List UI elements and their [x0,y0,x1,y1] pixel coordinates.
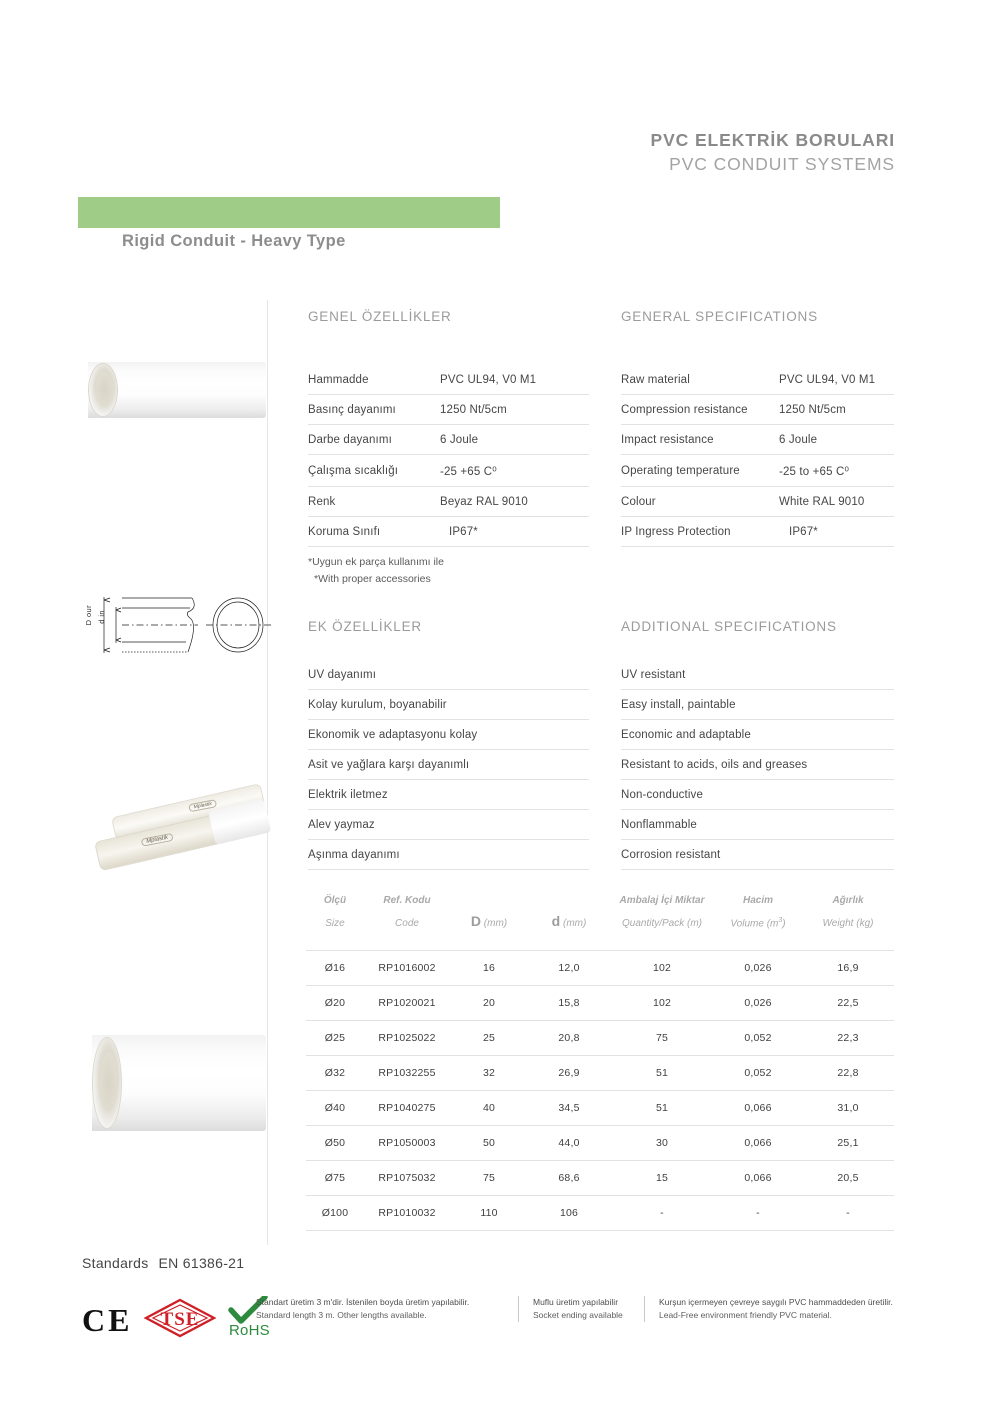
cell-d-inner: 12,0 [528,951,610,986]
table-row [306,1196,894,1231]
spec-value: 6 Joule [436,425,589,455]
additional-specs-table-tr [308,660,589,870]
spec-value: White RAL 9010 [775,487,894,517]
brand-title-en: PVC CONDUIT SYSTEMS [669,154,895,174]
list-item [621,810,894,840]
list-item [621,690,894,720]
tse-icon [144,1298,216,1338]
cell-volume: - [714,1196,802,1231]
cell-volume: 0,066 [714,1161,802,1196]
spec-label: Renk [308,487,436,517]
footnote-tr: *Uygun ek parça kullanımı ile [308,556,444,568]
cell-code: RP1040275 [364,1091,450,1126]
general-specs-table-en [621,365,894,547]
standards-line [82,1255,244,1271]
col-header-code-tr: Ref. Kodu [383,895,431,906]
cell-d-inner: 44,0 [528,1126,610,1161]
footer-notes [256,1296,916,1322]
spec-item: Resistant to acids, oils and greases [621,750,894,780]
spec-label: IP Ingress Protection [621,517,775,547]
list-item [308,690,589,720]
bundle-brand-label: Mplastik [141,833,174,847]
table-row [308,365,589,395]
spec-value: PVC UL94, V0 M1 [436,365,589,395]
cell-volume: 0,066 [714,1126,802,1161]
spec-value: 1250 Nt/5cm [775,395,894,425]
footer-note-en: Standard length 3 m. Other lengths available. [256,1310,427,1320]
spec-item: UV dayanımı [308,660,589,690]
cell-d-inner: 20,8 [528,1021,610,1056]
cell-code: RP1075032 [364,1161,450,1196]
footer-note-length [256,1296,518,1322]
spec-label: Koruma Sınıfı [308,517,436,547]
cell-d-outer: 20 [450,986,528,1021]
rohs-label: RoHS [229,1322,270,1339]
dimension-table-header [306,893,894,951]
product-photo-pipe-top [88,362,266,418]
technical-drawing-svg [80,585,280,665]
table-row [621,395,894,425]
list-item [621,750,894,780]
col-header-volume-tr: Hacim [742,895,773,906]
cell-weight: 22,5 [802,986,894,1021]
cell-d-outer: 25 [450,1021,528,1056]
spec-value: PVC UL94, V0 M1 [775,365,894,395]
cell-weight: - [802,1196,894,1231]
drawing-label-outer: D our [84,605,93,626]
cell-weight: 16,9 [802,951,894,986]
table-row [308,517,589,547]
list-item [621,660,894,690]
cell-weight: 25,1 [802,1126,894,1161]
dimension-table-body [306,951,894,1231]
spec-label: Operating temperature [621,455,775,487]
list-item [621,840,894,870]
footer-note-leadfree [644,1296,916,1322]
cell-qty: 15 [610,1161,714,1196]
table-row [621,455,894,487]
cell-qty: - [610,1196,714,1231]
spec-label: Impact resistance [621,425,775,455]
additional-specs-heading-en: ADDITIONAL SPECIFICATIONS [621,619,837,634]
cell-code: RP1020021 [364,986,450,1021]
pipe-opening [88,363,118,417]
cell-size: Ø32 [306,1056,364,1091]
footer-note-socket [518,1296,644,1322]
col-header-weight-en: Weight (kg) [822,918,874,930]
pipe-bore [96,373,113,406]
cell-code: RP1016002 [364,951,450,986]
col-header-qty-tr: Ambalaj İçi Miktar [619,895,705,906]
cell-d-outer: 75 [450,1161,528,1196]
table-row [306,1126,894,1161]
table-row [306,1161,894,1196]
product-title-tr: Düz Boru - Ağır Seri [44,5,211,23]
additional-specs-table-en [621,660,894,870]
cell-size: Ø75 [306,1161,364,1196]
spec-item: Ekonomik ve adaptasyonu kolay [308,720,589,750]
cell-size: Ø40 [306,1091,364,1126]
spec-label: Çalışma sıcaklığı [308,455,436,487]
cell-size: Ø50 [306,1126,364,1161]
standards-value: EN 61386-21 [158,1255,245,1271]
col-header-qty-en: Quantity/Pack (m) [621,918,703,930]
list-item [621,780,894,810]
cell-volume: 0,026 [714,986,802,1021]
standards-label: Standards [82,1255,149,1271]
col-header-weight-tr: Ağırlık [832,895,864,906]
spec-item: Economic and adaptable [621,720,894,750]
cell-size: Ø16 [306,951,364,986]
cell-d-outer: 16 [450,951,528,986]
table-row [306,986,894,1021]
cell-volume: 0,052 [714,1056,802,1091]
bundle-brand-label-2: Mplastik [188,799,217,812]
cell-d-inner: 15,8 [528,986,610,1021]
cell-volume: 0,026 [714,951,802,986]
col-header-volume-en: Volume $(m^3)$ [730,917,786,930]
spec-label: Compression resistance [621,395,775,425]
product-title-bar [78,197,500,228]
table-row [306,1091,894,1126]
spec-value: 6 Joule [775,425,894,455]
table-row [621,425,894,455]
product-photo-packaged-pipes [89,781,276,891]
cell-qty: 51 [610,1091,714,1126]
table-row [308,455,589,487]
table-row [308,425,589,455]
spec-item: UV resistant [621,660,894,690]
tse-icon-svg [144,1298,216,1338]
col-header-size-en: Size [325,918,345,930]
vertical-divider [267,300,268,1245]
cell-qty: 102 [610,951,714,986]
spec-value: Beyaz RAL 9010 [436,487,589,517]
svg-text:TSE: TSE [160,1309,200,1330]
technical-drawing [80,585,280,665]
spec-item: Easy install, paintable [621,690,894,720]
cell-d-inner: 106 [528,1196,610,1231]
cell-volume: 0,066 [714,1091,802,1126]
cell-qty: 102 [610,986,714,1021]
list-item [308,780,589,810]
cell-size: Ø100 [306,1196,364,1231]
table-row [621,517,894,547]
footer-note-tr: Kurşun içermeyen çevreye saygılı PVC hammaddeden üretilir. [659,1297,893,1307]
spec-item: Non-conductive [621,780,894,810]
cell-d-inner: 34,5 [528,1091,610,1126]
cell-qty: 75 [610,1021,714,1056]
cell-qty: 30 [610,1126,714,1161]
spec-item: Kolay kurulum, boyanabilir [308,690,589,720]
cell-weight: 22,8 [802,1056,894,1091]
header-row-tr [306,893,894,913]
table-row [308,487,589,517]
general-specs-table-tr [308,365,589,547]
cell-qty: 51 [610,1056,714,1091]
cell-d-inner: 68,6 [528,1161,610,1196]
table-row [306,1056,894,1091]
list-item [308,750,589,780]
cell-volume: 0,052 [714,1021,802,1056]
cell-d-outer: 50 [450,1126,528,1161]
cell-code: RP1010032 [364,1196,450,1231]
footer-note-tr: Muflu üretim yapılabilir [533,1297,619,1307]
footer-note-tr: Standart üretim 3 m'dir. İstenilen boyda üretim yapılabilir. [256,1297,470,1307]
cell-d-outer: 32 [450,1056,528,1091]
cell-weight: 22,3 [802,1021,894,1056]
spec-label: Hammadde [308,365,436,395]
spec-item: Alev yaymaz [308,810,589,840]
additional-specs-heading-tr: EK ÖZELLİKLER [308,619,422,634]
spec-item: Aşınma dayanımı [308,840,589,870]
cell-code: RP1025022 [364,1021,450,1056]
header-row-en [306,913,894,951]
footer-note-en: Socket ending available [533,1310,623,1320]
product-photo-pipe-bottom [92,1035,266,1131]
spec-label: Darbe dayanımı [308,425,436,455]
spec-label: Colour [621,487,775,517]
cell-size: Ø25 [306,1021,364,1056]
pipe-bore [100,1054,117,1112]
table-row [306,1021,894,1056]
table-row [621,365,894,395]
brand-header [0,128,895,176]
col-header-code-en: Code [395,918,419,930]
list-item [308,660,589,690]
footer-note-en: Lead-Free environment friendly PVC material. [659,1310,832,1320]
table-row [621,487,894,517]
cell-weight: 31,0 [802,1091,894,1126]
spec-value: IP67* [775,517,894,547]
list-item [621,720,894,750]
pipe-opening [92,1037,122,1129]
spec-item: Nonflammable [621,810,894,840]
cell-d-inner: 26,9 [528,1056,610,1091]
spec-value: 1250 Nt/5cm [436,395,589,425]
spec-item: Corrosion resistant [621,840,894,870]
table-row [308,395,589,425]
table-row [306,951,894,986]
cell-d-outer: 40 [450,1091,528,1126]
cell-code: RP1032255 [364,1056,450,1091]
col-header-size-tr: Ölçü [323,895,347,906]
product-title-en: Rigid Conduit - Heavy Type [122,232,346,250]
ce-icon: CE [82,1302,133,1338]
cell-weight: 20,5 [802,1161,894,1196]
general-specs-heading-en: GENERAL SPECIFICATIONS [621,309,818,324]
footnote-en: *With proper accessories [314,573,431,585]
drawing-label-inner: d in [97,610,106,624]
spec-value: IP67* [436,517,589,547]
dimension-table [306,893,894,1231]
cell-d-outer: 110 [450,1196,528,1231]
list-item [308,720,589,750]
spec-value: -25 to +65 C⁰ [775,455,894,487]
spec-label: Basınç dayanımı [308,395,436,425]
cell-code: RP1050003 [364,1126,450,1161]
spec-item: Asit ve yağlara karşı dayanımlı [308,750,589,780]
col-header-d-inner-en: d (mm) [551,913,587,930]
list-item [308,840,589,870]
spec-value: -25 +65 C⁰ [436,455,589,487]
cell-size: Ø20 [306,986,364,1021]
col-header-d-outer-en: D (mm) [470,913,508,930]
spec-label: Raw material [621,365,775,395]
list-item [308,810,589,840]
brand-title-tr: PVC ELEKTRİK BORULARI [650,130,895,150]
accessories-footnote [308,554,444,588]
general-specs-heading-tr: GENEL ÖZELLİKLER [308,309,452,324]
spec-item: Elektrik iletmez [308,780,589,810]
